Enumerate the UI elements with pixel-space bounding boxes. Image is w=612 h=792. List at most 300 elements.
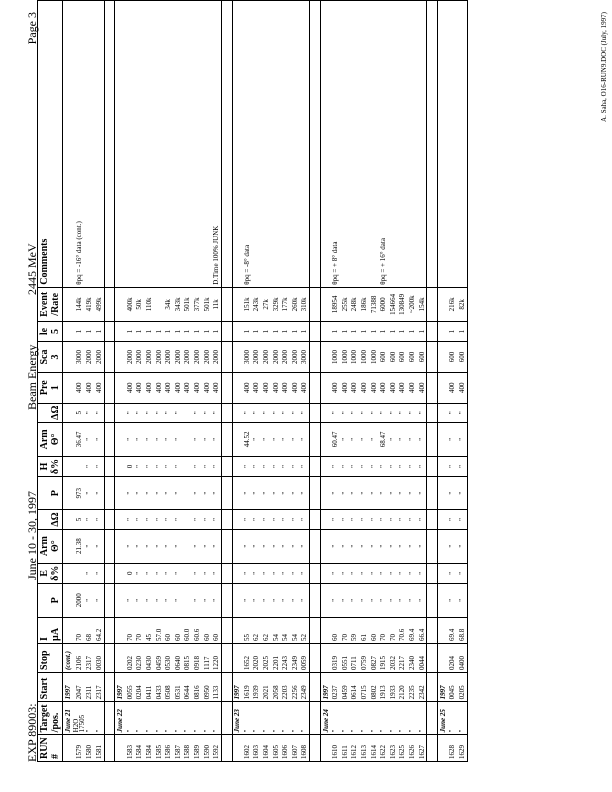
cell-sc3: 2000 (135, 342, 145, 373)
cell-edp (115, 563, 125, 583)
cell-hth: " (407, 422, 417, 456)
cell-ep (320, 583, 330, 617)
cell-sc5: 1 (457, 321, 467, 341)
cell-run: 1586 (163, 735, 173, 762)
cell-hth: " (125, 422, 135, 456)
cell-edp: " (350, 563, 360, 583)
cell-sc5 (63, 321, 73, 341)
table-header (38, 1, 63, 762)
cell-ep (232, 583, 242, 617)
cell-stop: 0640 (173, 643, 183, 672)
cell-hp (115, 477, 125, 510)
spacer-cell (310, 422, 321, 456)
cell-hp (232, 477, 242, 510)
cell-evt: 501k (202, 287, 212, 321)
cell-hth: " (350, 422, 360, 456)
cell-start: 2317 (94, 672, 104, 701)
cell-eth: " (417, 529, 427, 563)
cell-sc5: 1 (154, 321, 164, 341)
cell-hth: " (340, 422, 350, 456)
cell-eom: " (154, 510, 164, 529)
column-header-ep: P (38, 583, 63, 617)
column-header-hp: P (38, 477, 63, 510)
cell-run: 1589 (192, 735, 202, 762)
cell-hdp: " (252, 456, 262, 476)
cell-eom: " (192, 510, 202, 529)
cell-start: 0508 (163, 672, 173, 701)
cell-target: " (135, 702, 145, 735)
cell-eth: 21.38 (73, 529, 85, 563)
cell-eth: " (290, 529, 300, 563)
cell-evt: 260k (290, 287, 300, 321)
spacer-cell (310, 342, 321, 373)
spacer-cell (427, 321, 438, 341)
cell-start: 1933 (388, 672, 398, 701)
cell-hdp: " (457, 456, 467, 476)
cell-hp: " (242, 477, 252, 510)
cell-sc5 (232, 321, 242, 341)
spacer-cell (221, 643, 232, 672)
cell-hth: " (359, 422, 369, 456)
cell-current: 69.4 (448, 617, 458, 643)
cell-eom: " (369, 510, 379, 529)
cell-ep: " (388, 583, 398, 617)
cell-hdp: " (330, 456, 340, 476)
cell-sc5: 1 (242, 321, 252, 341)
cell-hth (183, 422, 193, 456)
cell-run: 1587 (173, 735, 183, 762)
table-row (407, 1, 417, 762)
cell-stop: 0711 (350, 643, 360, 672)
spacer-cell (427, 617, 438, 643)
table-row (280, 1, 290, 762)
cell-hth: " (94, 422, 104, 456)
cell-target: June 24 (320, 702, 330, 735)
cell-com (457, 1, 467, 288)
cell-hdp: " (448, 456, 458, 476)
cell-sc3 (232, 342, 242, 373)
cell-target: " (398, 702, 408, 735)
cell-hdp (115, 456, 125, 476)
cell-edp (73, 563, 85, 583)
cell-hth: " (144, 422, 154, 456)
cell-target: " (280, 702, 290, 735)
cell-evt: 27k (261, 287, 271, 321)
cell-edp: " (398, 563, 408, 583)
cell-hdp: 0 (125, 456, 135, 476)
cell-pre: 400 (94, 372, 104, 403)
cell-eom (320, 510, 330, 529)
cell-ep (183, 583, 193, 617)
cell-stop: 0530 (163, 643, 173, 672)
cell-hp: " (290, 477, 300, 510)
cell-run: 1592 (211, 735, 221, 762)
cell-run: 1588 (183, 735, 193, 762)
cell-eom: " (173, 510, 183, 529)
cell-ep: " (300, 583, 310, 617)
cell-hth: " (448, 422, 458, 456)
spacer-cell (221, 321, 232, 341)
cell-sc3: 1000 (340, 342, 350, 373)
cell-hp: " (252, 477, 262, 510)
cell-hp: " (202, 477, 212, 510)
cell-sc3: 2000 (173, 342, 183, 373)
cell-ep: " (211, 583, 221, 617)
cell-sc3: 1000 (330, 342, 340, 373)
cell-start: 2021 (261, 672, 271, 701)
cell-sc3: 600 (417, 342, 427, 373)
cell-hdp: " (173, 456, 183, 476)
cell-com (407, 1, 417, 288)
cell-evt: 11k (211, 287, 221, 321)
cell-run: 1581 (94, 735, 104, 762)
spacer-cell (104, 510, 115, 529)
cell-hom: " (85, 403, 95, 422)
spacer-cell (104, 403, 115, 422)
cell-com (398, 1, 408, 288)
cell-com (232, 1, 242, 288)
cell-com (144, 1, 154, 288)
cell-ep: " (144, 583, 154, 617)
cell-stop: 1220 (211, 643, 221, 672)
cell-evt: 343k (173, 287, 183, 321)
spacer-cell (310, 583, 321, 617)
cell-start: 0950 (202, 672, 212, 701)
spacer-cell (427, 672, 438, 701)
cell-hp: " (359, 477, 369, 510)
cell-edp: " (417, 563, 427, 583)
cell-hdp (63, 456, 73, 476)
cell-sc5 (437, 321, 447, 341)
cell-eth: " (154, 529, 164, 563)
table-row (135, 1, 145, 762)
date-section-row (232, 1, 242, 762)
cell-eth (437, 529, 447, 563)
cell-target: " (388, 702, 398, 735)
cell-com (202, 1, 212, 288)
cell-pre: 400 (388, 372, 398, 403)
cell-start: 0433 (154, 672, 164, 701)
cell-hp: " (448, 477, 458, 510)
cell-current: 69.4 (407, 617, 417, 643)
cell-eom (63, 510, 73, 529)
cell-current: 55 (242, 617, 252, 643)
cell-run: 1603 (252, 735, 262, 762)
cell-target: " (202, 702, 212, 735)
cell-eom: 5 (73, 510, 85, 529)
date-section-row (320, 1, 330, 762)
spacer-cell (221, 372, 232, 403)
cell-eth: " (280, 529, 290, 563)
spacer-cell (427, 643, 438, 672)
spacer-cell (427, 456, 438, 476)
spacer-cell (221, 617, 232, 643)
cell-ep: " (448, 583, 458, 617)
table-row (457, 1, 467, 762)
cell-stop: 0202 (125, 643, 135, 672)
table-row (300, 1, 310, 762)
cell-pre: 400 (261, 372, 271, 403)
cell-stop: 1652 (242, 643, 252, 672)
cell-start: 2203 (280, 672, 290, 701)
cell-current (437, 617, 447, 643)
cell-hom: " (173, 403, 183, 422)
cell-hp (320, 477, 330, 510)
beam-energy-label: Beam Energy (25, 344, 39, 410)
cell-edp: " (242, 563, 252, 583)
cell-edp: " (290, 563, 300, 583)
cell-target: " (271, 702, 281, 735)
cell-sc3: 600 (448, 342, 458, 373)
cell-stop: (cont.) (63, 643, 73, 672)
cell-run: 1610 (330, 735, 340, 762)
cell-start: 1997 (63, 672, 73, 701)
cell-com: θpq = + 8° data (330, 1, 340, 288)
cell-stop: 1915 (378, 643, 388, 672)
cell-eom: " (271, 510, 281, 529)
cell-sc3: 3000 (73, 342, 85, 373)
column-header-sc3: Sca 3 (38, 342, 63, 373)
cell-pre: 400 (369, 372, 379, 403)
cell-ep: " (202, 583, 212, 617)
cell-com (369, 1, 379, 288)
beam-energy-value: 2445 MeV (25, 243, 39, 295)
cell-evt: 130849 (398, 287, 408, 321)
cell-start: 0204 (135, 672, 145, 701)
cell-ep: " (457, 583, 467, 617)
spacer-cell (427, 422, 438, 456)
cell-com (448, 1, 458, 288)
cell-com (135, 1, 145, 288)
cell-stop (115, 643, 125, 672)
cell-com (63, 1, 73, 288)
cell-current (232, 617, 242, 643)
cell-current: 70.6 (398, 617, 408, 643)
cell-target: " (125, 702, 135, 735)
cell-target: " (300, 702, 310, 735)
cell-run (115, 735, 125, 762)
cell-target: " (183, 702, 193, 735)
cell-hom: " (261, 403, 271, 422)
cell-evt: 154k (417, 287, 427, 321)
cell-evt: ~200k (407, 287, 417, 321)
spacer-cell (104, 643, 115, 672)
cell-sc5 (320, 321, 330, 341)
cell-hp: " (300, 477, 310, 510)
date-section-row (63, 1, 73, 762)
cell-hp: " (340, 477, 350, 510)
cell-current: 60 (330, 617, 340, 643)
cell-hom (63, 403, 73, 422)
cell-sc3: 2000 (163, 342, 173, 373)
cell-run: 1622 (378, 735, 388, 762)
cell-start: 1997 (232, 672, 242, 701)
cell-eom: " (211, 510, 221, 529)
cell-eom: " (85, 510, 95, 529)
cell-hom: " (192, 403, 202, 422)
cell-run: 1606 (280, 735, 290, 762)
cell-current: 60 (173, 617, 183, 643)
cell-target: " (144, 702, 154, 735)
cell-eom: " (280, 510, 290, 529)
cell-start: 1133 (211, 672, 221, 701)
cell-edp (437, 563, 447, 583)
cell-start: 0045 (448, 672, 458, 701)
cell-sc3 (437, 342, 447, 373)
spacer-cell (104, 529, 115, 563)
cell-ep: " (173, 583, 183, 617)
cell-hom: " (340, 403, 350, 422)
cell-hp: " (154, 477, 164, 510)
cell-hp: " (261, 477, 271, 510)
cell-hth (63, 422, 73, 456)
cell-stop: 0918 (192, 643, 202, 672)
cell-current: 62 (252, 617, 262, 643)
spacer-cell (310, 372, 321, 403)
cell-com (252, 1, 262, 288)
cell-edp (63, 563, 73, 583)
cell-hp: " (350, 477, 360, 510)
cell-target: June 21 (63, 702, 73, 735)
cell-start: 2349 (300, 672, 310, 701)
cell-eth: " (398, 529, 408, 563)
cell-hdp: " (407, 456, 417, 476)
column-header-edp: E δ% (38, 563, 63, 583)
cell-hdp: " (211, 456, 221, 476)
cell-hp: " (125, 477, 135, 510)
spacer-cell (427, 583, 438, 617)
table-row (359, 1, 369, 762)
cell-sc5: 1 (359, 321, 369, 341)
cell-evt: 6000 (378, 287, 388, 321)
cell-ep: " (378, 583, 388, 617)
cell-run: 1613 (359, 735, 369, 762)
cell-current: 52 (300, 617, 310, 643)
cell-sc5 (115, 321, 125, 341)
cell-target: " (330, 702, 340, 735)
cell-hp: " (369, 477, 379, 510)
cell-sc3: 600 (378, 342, 388, 373)
cell-hp: " (407, 477, 417, 510)
cell-pre: 400 (300, 372, 310, 403)
cell-hth: " (202, 422, 212, 456)
cell-hp: " (85, 477, 95, 510)
cell-hom: " (271, 403, 281, 422)
cell-pre: 400 (242, 372, 252, 403)
cell-target: " (163, 702, 173, 735)
cell-pre: 400 (211, 372, 221, 403)
cell-hp: " (388, 477, 398, 510)
cell-target: " (417, 702, 427, 735)
cell-run: 1590 (202, 735, 212, 762)
cell-eom (437, 510, 447, 529)
cell-hom: " (330, 403, 340, 422)
cell-stop: 0030 (94, 643, 104, 672)
spacer-cell (104, 563, 115, 583)
cell-evt: 186k (359, 287, 369, 321)
cell-run: 1607 (290, 735, 300, 762)
cell-hdp (232, 456, 242, 476)
cell-run: 1583 (125, 735, 135, 762)
cell-eth: " (163, 529, 173, 563)
cell-evt: 243k (252, 287, 262, 321)
cell-sc5: 1 (280, 321, 290, 341)
cell-edp: " (211, 563, 221, 583)
cell-sc3: 2000 (252, 342, 262, 373)
cell-eth: " (135, 529, 145, 563)
spacer-cell (310, 735, 321, 762)
cell-com (125, 1, 135, 288)
cell-hom: " (125, 403, 135, 422)
cell-target: " (211, 702, 221, 735)
cell-start: 0411 (144, 672, 154, 701)
cell-hom (115, 403, 125, 422)
cell-ep: " (330, 583, 340, 617)
cell-hom: 5 (73, 403, 85, 422)
spacer-cell (104, 342, 115, 373)
cell-stop: 0459 (154, 643, 164, 672)
date-section-row (437, 1, 447, 762)
cell-hp: " (94, 477, 104, 510)
cell-current: 60 (211, 617, 221, 643)
cell-hdp: " (242, 456, 252, 476)
cell-stop (232, 643, 242, 672)
cell-hom: " (242, 403, 252, 422)
cell-pre: 400 (202, 372, 212, 403)
cell-hp: " (271, 477, 281, 510)
cell-edp: " (135, 563, 145, 583)
cell-hp (437, 477, 447, 510)
table-row (163, 1, 173, 762)
cell-eth: " (271, 529, 281, 563)
cell-eth: " (85, 529, 95, 563)
spacer-cell (221, 735, 232, 762)
cell-edp: " (85, 563, 95, 583)
table-row (85, 1, 95, 762)
cell-hp: " (144, 477, 154, 510)
cell-sc3: 2000 (290, 342, 300, 373)
cell-start: 2342 (417, 672, 427, 701)
date-section-row (115, 1, 125, 762)
spacer-cell (104, 456, 115, 476)
spacer-cell (310, 702, 321, 735)
cell-stop (320, 643, 330, 672)
cell-stop: 1117 (202, 643, 212, 672)
spacer-cell (104, 477, 115, 510)
cell-current: 60 (202, 617, 212, 643)
cell-evt: 400k (125, 287, 135, 321)
cell-target: June 23 (232, 702, 242, 735)
spacer-cell (221, 529, 232, 563)
cell-target: " (85, 702, 95, 735)
cell-hom (437, 403, 447, 422)
spacer-cell (104, 1, 115, 288)
cell-sc5: 1 (202, 321, 212, 341)
cell-hth: " (173, 422, 183, 456)
cell-com: θpq = + 16° data (378, 1, 388, 288)
cell-edp: " (407, 563, 417, 583)
cell-stop: 0044 (417, 643, 427, 672)
spacer-cell (221, 422, 232, 456)
cell-eth: " (388, 529, 398, 563)
cell-evt: 34k (163, 287, 173, 321)
cell-start: 0802 (369, 672, 379, 701)
cell-stop: 2032 (388, 643, 398, 672)
cell-start: 1997 (437, 672, 447, 701)
cell-hp: 973 (73, 477, 85, 510)
cell-hdp: " (202, 456, 212, 476)
cell-hth: " (280, 422, 290, 456)
